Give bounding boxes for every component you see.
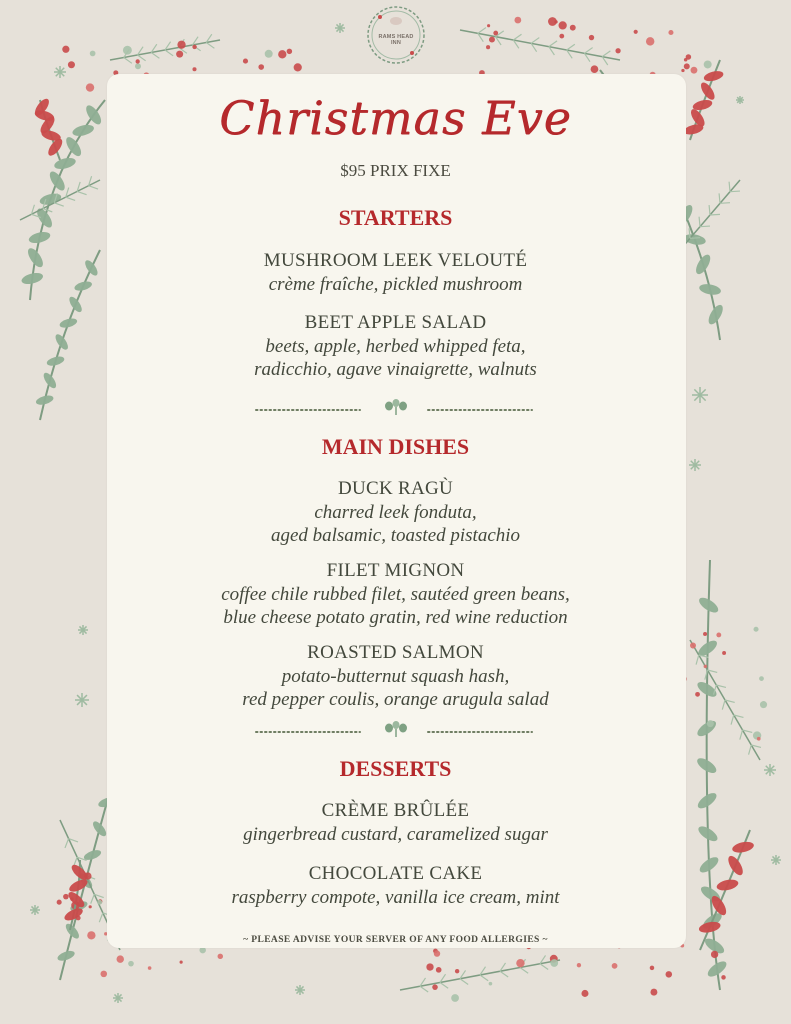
dish-name: ROASTED SALMON: [307, 642, 484, 663]
dish-name: DUCK RAGÙ: [337, 478, 454, 499]
menu-item: [0, 249, 791, 296]
dish-name: CHOCOLATE CAKE: [308, 863, 483, 884]
holly-sprig-icon: [385, 399, 407, 415]
holly-sprig-divider: [250, 398, 542, 418]
logo-line-1: RAMS HEAD: [378, 34, 414, 40]
holly-sprig-icon: [385, 721, 407, 737]
menu-item: [0, 559, 791, 629]
menu-item: [0, 862, 791, 909]
dish-description: [0, 665, 791, 711]
dish-description-line: blue cheese potato gratin, red wine reduction: [223, 607, 568, 628]
dish-description: [0, 273, 791, 296]
dish-description-line: raspberry compote, vanilla ice cream, mint: [231, 887, 560, 908]
dish-description-line: aged balsamic, toasted pistachio: [270, 525, 521, 546]
logo-wordmark: [364, 34, 428, 46]
menu-item: [0, 311, 791, 381]
dish-name: FILET MIGNON: [326, 560, 465, 581]
prix-fixe-price: $95 PRIX FIXE: [340, 161, 451, 180]
dish-name: CRÈME BRÛLÉE: [321, 800, 470, 821]
allergy-notice: ~ PLEASE ADVISE YOUR SERVER OF ANY FOOD ALLERGIES ~: [243, 935, 548, 945]
menu-item: [0, 641, 791, 711]
dish-name: BEET APPLE SALAD: [304, 312, 487, 333]
dish-description: [0, 583, 791, 629]
dish-description: [0, 886, 791, 909]
dish-description-line: potato-butternut squash hash,: [281, 666, 510, 687]
dish-description-line: crème fraîche, pickled mushroom: [268, 274, 523, 295]
section-heading-main-dishes: MAIN DISHES: [321, 434, 470, 459]
dish-description-line: red pepper coulis, orange arugula salad: [242, 689, 549, 710]
menu-title: Christmas Eve: [219, 91, 572, 145]
dish-description-line: gingerbread custard, caramelized sugar: [243, 824, 548, 845]
holly-sprig-divider: [250, 720, 542, 740]
dish-description: [0, 501, 791, 547]
dish-description: [0, 823, 791, 846]
section-heading-starters: STARTERS: [338, 205, 453, 230]
dish-name: MUSHROOM LEEK VELOUTÉ: [263, 250, 528, 271]
dish-description-line: charred leek fonduta,: [314, 502, 477, 523]
menu-item: [0, 477, 791, 547]
section-heading-desserts: DESSERTS: [339, 756, 452, 781]
dish-description-line: coffee chile rubbed filet, sautéed green beans,: [221, 584, 570, 605]
menu-item: [0, 799, 791, 846]
logo-line-2: INN: [390, 40, 402, 46]
dish-description-line: beets, apple, herbed whipped feta,: [265, 336, 526, 357]
dish-description: [0, 335, 791, 381]
dish-description-line: radicchio, agave vinaigrette, walnuts: [254, 359, 537, 380]
